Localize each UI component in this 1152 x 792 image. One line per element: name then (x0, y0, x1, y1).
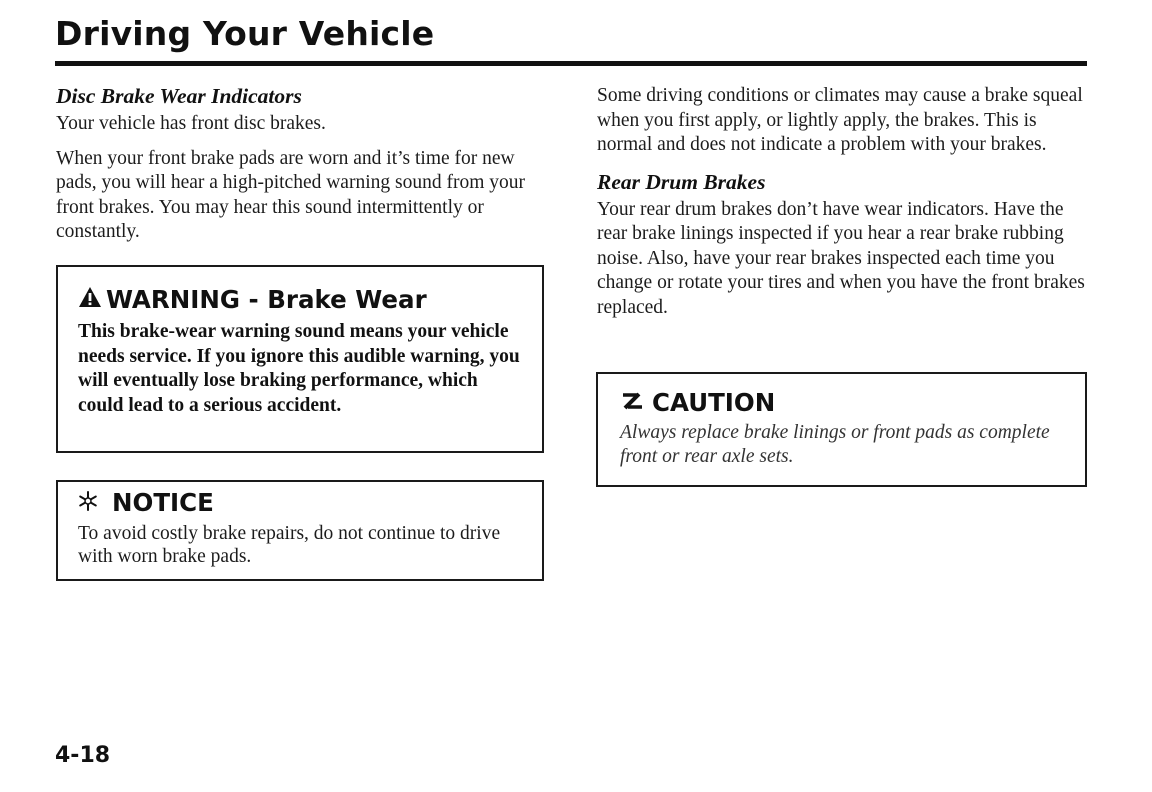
warning-title: WARNING - Brake Wear (106, 285, 427, 314)
paragraph-front-disc: Your vehicle has front disc brakes. (56, 113, 326, 134)
warning-body: This brake-wear warning sound means your vehicle needs service. If you ignore this audible warning, you will eventually lose braking performance, which could lead to a serious accident. (78, 321, 520, 416)
page-number: 4-18 (55, 743, 111, 768)
paragraph-wear-sound: When your front brake pads are worn and it’s time for new pads, you will hear a high-pitched warning sound from your front brakes. You may hear this sound intermittently or constantly. (56, 147, 525, 242)
right-column (597, 84, 1087, 327)
paragraph-rear-drum: Your rear drum brakes don’t have wear indicators. Have the rear brake linings inspected if you hear a rear brake rubbing noise. Also, have your rear brakes inspected each time you change or rotate your tires and when you have the front brakes replaced. (597, 198, 1085, 318)
warning-title-row (78, 285, 522, 314)
notice-box (56, 480, 544, 581)
caution-slash-icon (620, 388, 646, 417)
asterisk-icon (78, 488, 98, 517)
notice-title-row (78, 488, 522, 517)
caution-body: Always replace brake linings or front pads as complete front or rear axle sets. (620, 422, 1050, 467)
section-heading-rear-drum: Rear Drum Brakes (597, 169, 766, 194)
warning-triangle-icon (78, 285, 102, 314)
title-rule (55, 61, 1087, 66)
paragraph-brake-squeal: Some driving conditions or climates may cause a brake squeal when you first apply, or lightly apply, the brakes. This is normal and does not indicate a problem with your brakes. (597, 85, 1083, 155)
warning-box (56, 265, 544, 453)
section-heading-disc-brakes: Disc Brake Wear Indicators (56, 84, 302, 108)
left-column (56, 84, 544, 252)
caution-title-row (620, 388, 1063, 417)
chapter-title: Driving Your Vehicle (55, 14, 435, 53)
caution-title: CAUTION (652, 388, 776, 417)
caution-box (596, 372, 1087, 487)
notice-body: To avoid costly brake repairs, do not continue to drive with worn brake pads. (78, 523, 501, 567)
notice-title: NOTICE (112, 488, 214, 517)
